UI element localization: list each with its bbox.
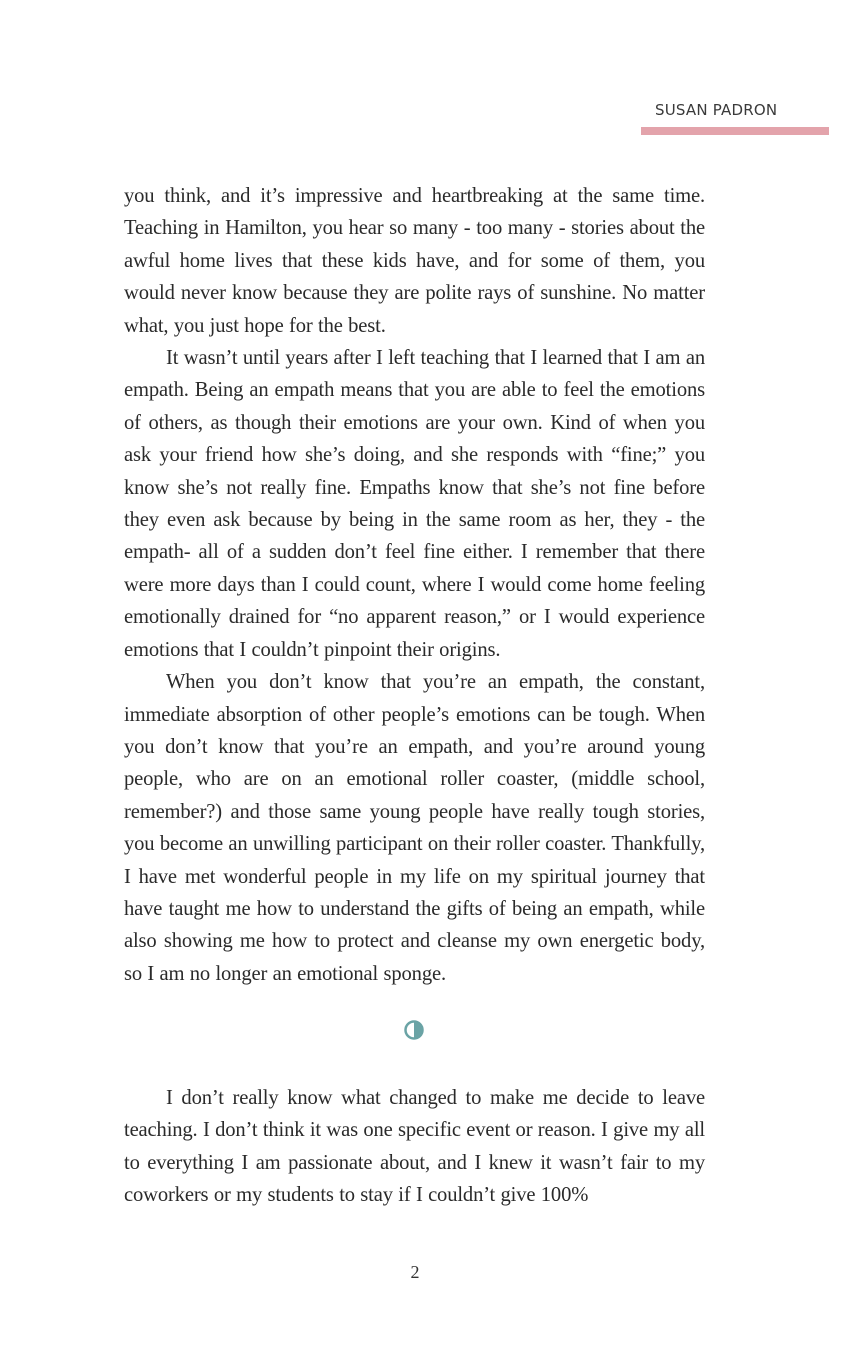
half-moon-icon xyxy=(403,1019,425,1041)
paragraph-empath-absorption: When you don’t know that you’re an empath, the constant, immediate absorption of other people’s emotions can be tough. When you don’t know that you’re an empath, and you’re around young people, who are on an emotional roller coaster, (middle school, remember?) and those same young people have really tough stories, you become an unwilling participant on their roller coaster. Thankfully, I have met wonderful people in my life on my spiritual journey that have taught me how to understand the gifts of being an empath, while also showing me how to protect and cleanse my own energetic body, so I am no longer an emotional sponge. xyxy=(124,671,705,985)
paragraph-continued: you think, and it’s impressive and heartbreaking at the same time. Teaching in Hamilton, you hear so many - too many - stories about the awful home lives that these kids have, and for some of them, you would never know because they are polite rays of sunshine. No matter what, you just hope for the best. xyxy=(124,185,705,337)
page-number: 2 xyxy=(410,1262,420,1282)
running-head-author: SUSAN PADRON xyxy=(655,101,778,119)
body-section-2 xyxy=(124,1082,705,1212)
paragraph-empath-intro: It wasn’t until years after I left teaching that I learned that I am an empath. Being an empath means that you are able to feel the emotions of others, as though their emotions are your own. Kind of when you ask your friend how she’s doing, and she responds with “fine;” you know she’s not really fine. Empaths know that she’s not fine before they even ask because by being in the same room as her, they - the empath- all of a sudden don’t feel fine either. I remember that there were more days than I could count, where I would come home feeling emotionally drained for “no apparent reason,” or I would experience emotions that I couldn’t pinpoint their origins. xyxy=(124,347,705,661)
body-section-1 xyxy=(124,180,705,990)
header-accent-rule xyxy=(641,127,829,135)
paragraph-leaving-teaching: I don’t really know what changed to make me decide to leave teaching. I don’t think it was one specific event or reason. I give my all to everything I am passionate about, and I knew it wasn’t fair to my coworkers or my students to stay if I couldn’t give 100% xyxy=(124,1087,705,1207)
